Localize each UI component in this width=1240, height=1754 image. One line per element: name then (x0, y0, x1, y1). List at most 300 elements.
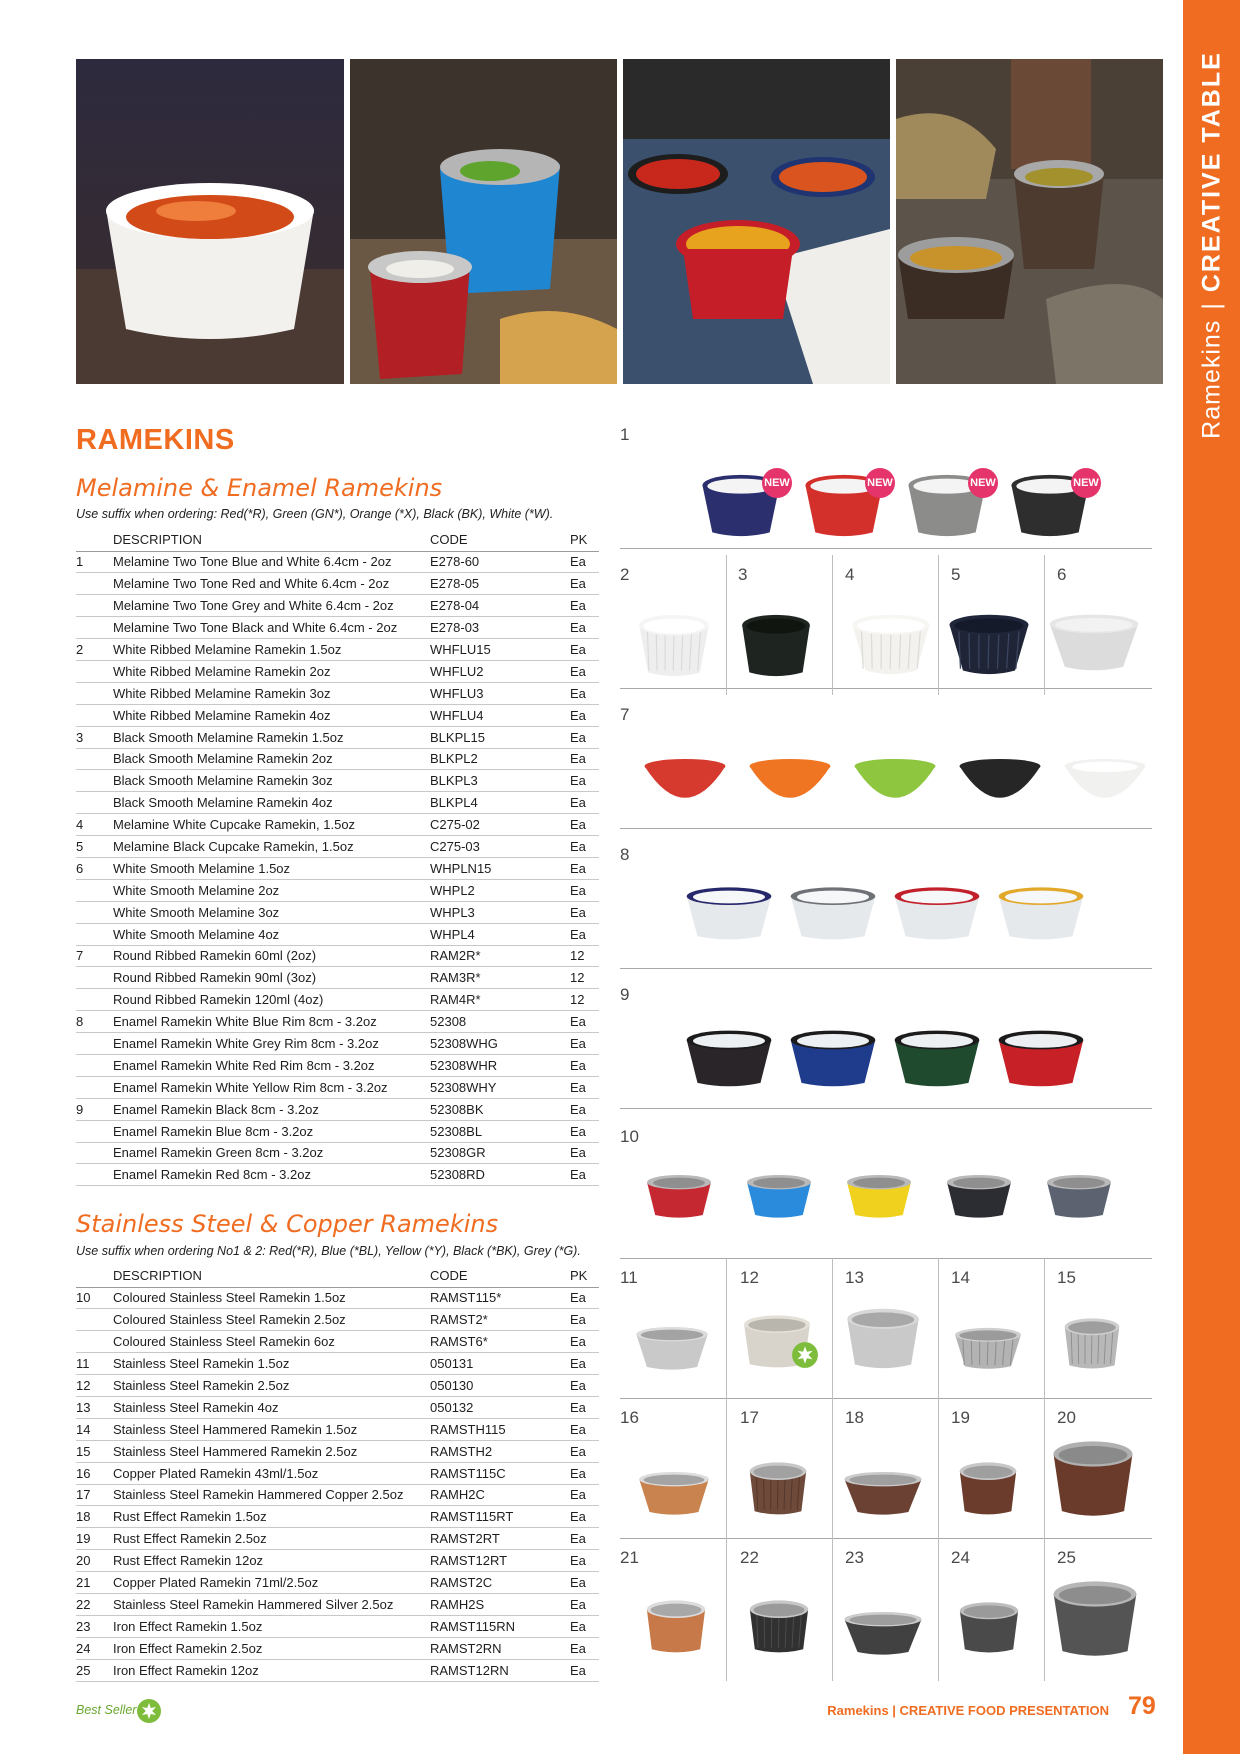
table-row (76, 704, 599, 726)
row-number (76, 923, 113, 945)
row-description: Melamine Two Tone Grey and White 6.4cm - 2oz (113, 595, 430, 617)
row-description: Iron Effect Ramekin 12oz (113, 1659, 430, 1681)
row-description: White Ribbed Melamine Ramekin 4oz (113, 704, 430, 726)
grid-divider (726, 555, 727, 695)
row-number (76, 989, 113, 1011)
table-row (76, 857, 599, 879)
row-code: WHPL4 (430, 923, 570, 945)
ramekin-image (996, 1028, 1086, 1088)
row-description: White Ribbed Melamine Ramekin 1.5oz (113, 639, 430, 661)
row-number: 24 (76, 1637, 113, 1659)
row-pack: Ea (570, 923, 599, 945)
photo-coloured-ramekins (350, 59, 617, 384)
row-pack: 12 (570, 989, 599, 1011)
item-number: 11 (620, 1268, 638, 1287)
row-number (76, 967, 113, 989)
item-number: 20 (1057, 1408, 1076, 1427)
header-code: CODE (430, 1265, 570, 1287)
row-code: 050132 (430, 1396, 570, 1418)
row-description: White Ribbed Melamine Ramekin 3oz (113, 682, 430, 704)
table-row (76, 923, 599, 945)
row-description: Coloured Stainless Steel Ramekin 2.5oz (113, 1309, 430, 1331)
row-number: 21 (76, 1572, 113, 1594)
row-pack: Ea (570, 1659, 599, 1681)
ramekin-image (1045, 1173, 1113, 1219)
best-seller-label: Best Seller (76, 1703, 137, 1717)
item-number: 4 (845, 565, 855, 584)
row-description: Round Ribbed Ramekin 90ml (3oz) (113, 967, 430, 989)
item-number: 22 (740, 1548, 759, 1567)
row-code: WHFLU15 (430, 639, 570, 661)
table-row (76, 617, 599, 639)
table-row (76, 551, 599, 573)
item-number: 23 (845, 1548, 864, 1567)
row-number: 23 (76, 1615, 113, 1637)
ramekin-image (1047, 612, 1141, 672)
row-code: E278-03 (430, 617, 570, 639)
row-description: Enamel Ramekin White Red Rim 8cm - 3.2oz (113, 1054, 430, 1076)
row-description: Stainless Steel Hammered Ramekin 2.5oz (113, 1440, 430, 1462)
row-pack: Ea (570, 1033, 599, 1055)
ramekin-image (945, 1173, 1013, 1219)
row-pack: Ea (570, 1440, 599, 1462)
grid-divider (938, 1258, 939, 1681)
ramekin-image (748, 1598, 810, 1654)
row-description: Rust Effect Ramekin 1.5oz (113, 1506, 430, 1528)
row-description: Enamel Ramekin Black 8cm - 3.2oz (113, 1098, 430, 1120)
row-code: RAMSTH115 (430, 1418, 570, 1440)
row-code: RAMST115RN (430, 1615, 570, 1637)
ramekin-image (637, 612, 711, 678)
row-code: BLKPL2 (430, 748, 570, 770)
table-row (76, 1593, 599, 1615)
row-number (76, 1331, 113, 1353)
row-description: White Smooth Melamine 4oz (113, 923, 430, 945)
ramekin-image (850, 612, 932, 676)
row-number (76, 1054, 113, 1076)
row-code: RAMST12RT (430, 1550, 570, 1572)
row-pack: Ea (570, 1550, 599, 1572)
row-description: Stainless Steel Ramekin Hammered Silver 2.5oz (113, 1593, 430, 1615)
row-number (76, 748, 113, 770)
item-number: 5 (951, 565, 961, 584)
row-code: RAMST2RN (430, 1637, 570, 1659)
row-pack: Ea (570, 682, 599, 704)
row-description: Melamine Two Tone Black and White 6.4cm - 2oz (113, 617, 430, 639)
row-pack: 12 (570, 967, 599, 989)
row-number: 14 (76, 1418, 113, 1440)
ramekin-image (957, 757, 1043, 803)
header-num (76, 529, 113, 551)
new-badge: NEW (865, 468, 895, 498)
row-number: 12 (76, 1375, 113, 1397)
ramekin-image (947, 612, 1031, 676)
row-pack: Ea (570, 836, 599, 858)
row-description: Coloured Stainless Steel Ramekin 1.5oz (113, 1287, 430, 1309)
row-pack: Ea (570, 1593, 599, 1615)
row-number (76, 1076, 113, 1098)
row-pack: 12 (570, 945, 599, 967)
row-description: Stainless Steel Ramekin 2.5oz (113, 1375, 430, 1397)
ramekin-image (996, 885, 1086, 941)
row-number: 11 (76, 1353, 113, 1375)
row-pack: Ea (570, 1396, 599, 1418)
product-table-melamine (76, 529, 599, 1186)
row-pack: Ea (570, 770, 599, 792)
row-pack: Ea (570, 1054, 599, 1076)
row-code: RAM2R* (430, 945, 570, 967)
table-row (76, 1375, 599, 1397)
row-code: 52308BL (430, 1120, 570, 1142)
row-code: RAMST115C (430, 1462, 570, 1484)
row-code: 52308GR (430, 1142, 570, 1164)
ramekin-image (842, 1470, 924, 1516)
suffix-note-stainless: Use suffix when ordering No1 & 2: Red(*R), Blue (*BL), Yellow (*Y), Black (*BK), Grey (*G). (76, 1244, 581, 1258)
header-num (76, 1265, 113, 1287)
row-number (76, 1164, 113, 1186)
row-code: WHFLU4 (430, 704, 570, 726)
item-number: 6 (1057, 565, 1067, 584)
row-pack: Ea (570, 1076, 599, 1098)
ramekin-image (740, 612, 812, 678)
item-number: 25 (1057, 1548, 1076, 1567)
table-row (76, 1033, 599, 1055)
side-band-title: Ramekins|CREATIVE TABLE (1197, 51, 1226, 439)
grid-divider (620, 1538, 1152, 1539)
ramekin-image (845, 1306, 921, 1370)
row-description: Enamel Ramekin White Grey Rim 8cm - 3.2oz (113, 1033, 430, 1055)
section-title-melamine: Melamine & Enamel Ramekins (76, 474, 443, 502)
row-code: RAMST115* (430, 1287, 570, 1309)
row-description: Stainless Steel Ramekin 4oz (113, 1396, 430, 1418)
table-row (76, 639, 599, 661)
row-pack: Ea (570, 1418, 599, 1440)
ramekin-image (684, 1028, 774, 1088)
row-description: Melamine Black Cupcake Ramekin, 1.5oz (113, 836, 430, 858)
row-number (76, 573, 113, 595)
table-row (76, 1462, 599, 1484)
row-description: Stainless Steel Ramekin 1.5oz (113, 1353, 430, 1375)
row-pack: Ea (570, 1098, 599, 1120)
row-code: C275-03 (430, 836, 570, 858)
row-code: WHFLU2 (430, 660, 570, 682)
table-row (76, 1506, 599, 1528)
grid-divider (1044, 555, 1045, 695)
row-code: RAMST2* (430, 1309, 570, 1331)
row-pack: Ea (570, 551, 599, 573)
table-row (76, 1309, 599, 1331)
grid-divider (620, 1258, 1152, 1259)
section-title-stainless: Stainless Steel & Copper Ramekins (76, 1210, 499, 1238)
row-pack: Ea (570, 617, 599, 639)
best-seller-icon (136, 1698, 162, 1724)
best-seller-icon (791, 1341, 819, 1369)
row-number: 10 (76, 1287, 113, 1309)
grid-divider (620, 1108, 1152, 1109)
row-number: 9 (76, 1098, 113, 1120)
row-number (76, 595, 113, 617)
row-code: RAMH2C (430, 1484, 570, 1506)
ramekin-image (1062, 757, 1148, 803)
row-number: 22 (76, 1593, 113, 1615)
row-number (76, 704, 113, 726)
row-pack: Ea (570, 857, 599, 879)
row-pack: Ea (570, 1506, 599, 1528)
row-code: RAMH2S (430, 1593, 570, 1615)
table-row (76, 1659, 599, 1681)
item-number: 16 (620, 1408, 639, 1427)
ramekin-image (788, 1028, 878, 1088)
row-number: 16 (76, 1462, 113, 1484)
grid-divider (620, 688, 1152, 689)
table-row (76, 989, 599, 1011)
table-row (76, 1353, 599, 1375)
item-number: 17 (740, 1408, 759, 1427)
footer-section-label: Ramekins | CREATIVE FOOD PRESENTATION (827, 1703, 1109, 1718)
table-row (76, 573, 599, 595)
row-code: RAMST6* (430, 1331, 570, 1353)
table-row (76, 814, 599, 836)
row-number: 7 (76, 945, 113, 967)
ramekin-image (788, 885, 878, 941)
table-row (76, 901, 599, 923)
row-pack: Ea (570, 1142, 599, 1164)
grid-divider (1044, 1258, 1045, 1681)
row-description: Iron Effect Ramekin 1.5oz (113, 1615, 430, 1637)
table-row (76, 1142, 599, 1164)
table-row (76, 1440, 599, 1462)
row-pack: Ea (570, 704, 599, 726)
row-number (76, 1120, 113, 1142)
table-row (76, 1550, 599, 1572)
table-row (76, 1637, 599, 1659)
grid-divider (620, 828, 1152, 829)
page-number: 79 (1128, 1692, 1156, 1720)
table-row (76, 967, 599, 989)
table-row (76, 1418, 599, 1440)
row-pack: Ea (570, 1353, 599, 1375)
row-description: Black Smooth Melamine Ramekin 4oz (113, 792, 430, 814)
table-row (76, 1396, 599, 1418)
table-row (76, 660, 599, 682)
item-number: 18 (845, 1408, 864, 1427)
row-code: E278-05 (430, 573, 570, 595)
item-number: 19 (951, 1408, 970, 1427)
item-number: 13 (845, 1268, 864, 1287)
ramekin-image (1051, 1578, 1139, 1658)
ramekin-image (845, 1173, 913, 1219)
row-pack: Ea (570, 1164, 599, 1186)
row-pack: Ea (570, 1572, 599, 1594)
row-pack: Ea (570, 726, 599, 748)
grid-divider (832, 555, 833, 695)
table-row (76, 792, 599, 814)
row-description: Melamine White Cupcake Ramekin, 1.5oz (113, 814, 430, 836)
row-description: Stainless Steel Hammered Ramekin 1.5oz (113, 1418, 430, 1440)
row-code: BLKPL4 (430, 792, 570, 814)
row-pack: Ea (570, 1011, 599, 1033)
row-code: RAMSTH2 (430, 1440, 570, 1462)
row-code: 52308WHR (430, 1054, 570, 1076)
row-code: RAMST115RT (430, 1506, 570, 1528)
row-code: 52308BK (430, 1098, 570, 1120)
table-row (76, 1572, 599, 1594)
ramekin-image (747, 757, 833, 803)
row-code: WHFLU3 (430, 682, 570, 704)
grid-divider (620, 548, 1152, 549)
table-row (76, 726, 599, 748)
table-row (76, 1287, 599, 1309)
row-number (76, 901, 113, 923)
row-pack: Ea (570, 595, 599, 617)
row-description: Rust Effect Ramekin 2.5oz (113, 1528, 430, 1550)
header-code: CODE (430, 529, 570, 551)
photo-metal-ramekins (896, 59, 1163, 384)
row-description: Round Ribbed Ramekin 120ml (4oz) (113, 989, 430, 1011)
item-number: 15 (1057, 1268, 1076, 1287)
new-badge: NEW (762, 468, 792, 498)
item-number: 2 (620, 565, 630, 584)
ramekin-image (1051, 1438, 1135, 1518)
ramekin-image (745, 1173, 813, 1219)
row-number: 1 (76, 551, 113, 573)
row-number: 13 (76, 1396, 113, 1418)
item-number: 21 (620, 1548, 639, 1567)
ramekin-image (892, 885, 982, 941)
row-number: 6 (76, 857, 113, 879)
row-description: Coloured Stainless Steel Ramekin 6oz (113, 1331, 430, 1353)
header-pk: PK (570, 529, 599, 551)
row-description: White Smooth Melamine 2oz (113, 879, 430, 901)
table-row (76, 1164, 599, 1186)
row-pack: Ea (570, 792, 599, 814)
row-code: WHPLN15 (430, 857, 570, 879)
row-code: BLKPL15 (430, 726, 570, 748)
new-badge: NEW (968, 468, 998, 498)
suffix-note-melamine: Use suffix when ordering: Red(*R), Green (GN*), Orange (*X), Black (BK), White (*W). (76, 507, 554, 521)
row-number: 18 (76, 1506, 113, 1528)
row-pack: Ea (570, 1462, 599, 1484)
row-pack: Ea (570, 1637, 599, 1659)
ramekin-image (634, 1325, 710, 1371)
row-pack: Ea (570, 748, 599, 770)
row-number (76, 617, 113, 639)
row-pack: Ea (570, 639, 599, 661)
row-number: 2 (76, 639, 113, 661)
table-header (76, 1265, 599, 1287)
row-description: Black Smooth Melamine Ramekin 2oz (113, 748, 430, 770)
row-number: 25 (76, 1659, 113, 1681)
row-pack: Ea (570, 573, 599, 595)
row-description: Copper Plated Ramekin 71ml/2.5oz (113, 1572, 430, 1594)
row-description: White Ribbed Melamine Ramekin 2oz (113, 660, 430, 682)
header-description: DESCRIPTION (113, 529, 430, 551)
ramekin-image (852, 757, 938, 803)
row-number (76, 1033, 113, 1055)
ramekin-image (637, 1470, 711, 1516)
table-row (76, 1098, 599, 1120)
table-header (76, 529, 599, 551)
row-description: White Smooth Melamine 3oz (113, 901, 430, 923)
row-code: BLKPL3 (430, 770, 570, 792)
row-code: RAMST2RT (430, 1528, 570, 1550)
row-description: Melamine Two Tone Red and White 6.4cm - 2oz (113, 573, 430, 595)
row-description: Round Ribbed Ramekin 60ml (2oz) (113, 945, 430, 967)
table-row (76, 1528, 599, 1550)
row-description: Enamel Ramekin Red 8cm - 3.2oz (113, 1164, 430, 1186)
item-number: 12 (740, 1268, 759, 1287)
row-number: 15 (76, 1440, 113, 1462)
row-description: Melamine Two Tone Blue and White 6.4cm - 2oz (113, 551, 430, 573)
table-row (76, 1484, 599, 1506)
row-description: Black Smooth Melamine Ramekin 3oz (113, 770, 430, 792)
page-title: RAMEKINS (76, 424, 235, 456)
grid-divider (620, 1398, 1152, 1399)
row-pack: Ea (570, 901, 599, 923)
table-row (76, 682, 599, 704)
header-description: DESCRIPTION (113, 1265, 430, 1287)
table-row (76, 1076, 599, 1098)
row-code: 52308RD (430, 1164, 570, 1186)
table-row (76, 595, 599, 617)
grid-divider (938, 555, 939, 695)
table-row (76, 836, 599, 858)
ramekin-image (1063, 1316, 1121, 1370)
row-code: 050131 (430, 1353, 570, 1375)
grid-divider (832, 1258, 833, 1681)
row-pack: Ea (570, 660, 599, 682)
row-number (76, 660, 113, 682)
table-row (76, 770, 599, 792)
row-pack: Ea (570, 1287, 599, 1309)
row-code: 52308WHG (430, 1033, 570, 1055)
ramekin-image (645, 1598, 707, 1654)
row-pack: Ea (570, 814, 599, 836)
row-pack: Ea (570, 1120, 599, 1142)
header-pk: PK (570, 1265, 599, 1287)
row-code: RAMST12RN (430, 1659, 570, 1681)
row-number (76, 792, 113, 814)
ramekin-image (684, 885, 774, 941)
row-code: E278-60 (430, 551, 570, 573)
ramekin-image (953, 1326, 1023, 1370)
row-number: 5 (76, 836, 113, 858)
row-code: RAM3R* (430, 967, 570, 989)
ramekin-image (958, 1460, 1018, 1516)
row-description: Enamel Ramekin Green 8cm - 3.2oz (113, 1142, 430, 1164)
row-number (76, 1309, 113, 1331)
row-pack: Ea (570, 1615, 599, 1637)
row-number: 8 (76, 1011, 113, 1033)
ramekin-image (958, 1600, 1020, 1654)
row-description: Enamel Ramekin White Yellow Rim 8cm - 3.2oz (113, 1076, 430, 1098)
row-description: White Smooth Melamine 1.5oz (113, 857, 430, 879)
row-number: 17 (76, 1484, 113, 1506)
row-code: 52308 (430, 1011, 570, 1033)
item-number: 10 (620, 1127, 639, 1146)
row-pack: Ea (570, 1375, 599, 1397)
row-description: Stainless Steel Ramekin Hammered Copper 2.5oz (113, 1484, 430, 1506)
row-code: WHPL2 (430, 879, 570, 901)
item-number: 9 (620, 985, 630, 1004)
table-row (76, 1615, 599, 1637)
ramekin-image (645, 1173, 713, 1219)
row-description: Iron Effect Ramekin 2.5oz (113, 1637, 430, 1659)
table-row (76, 1054, 599, 1076)
ramekin-image (642, 757, 728, 803)
row-description: Enamel Ramekin White Blue Rim 8cm - 3.2oz (113, 1011, 430, 1033)
row-code: WHPL3 (430, 901, 570, 923)
